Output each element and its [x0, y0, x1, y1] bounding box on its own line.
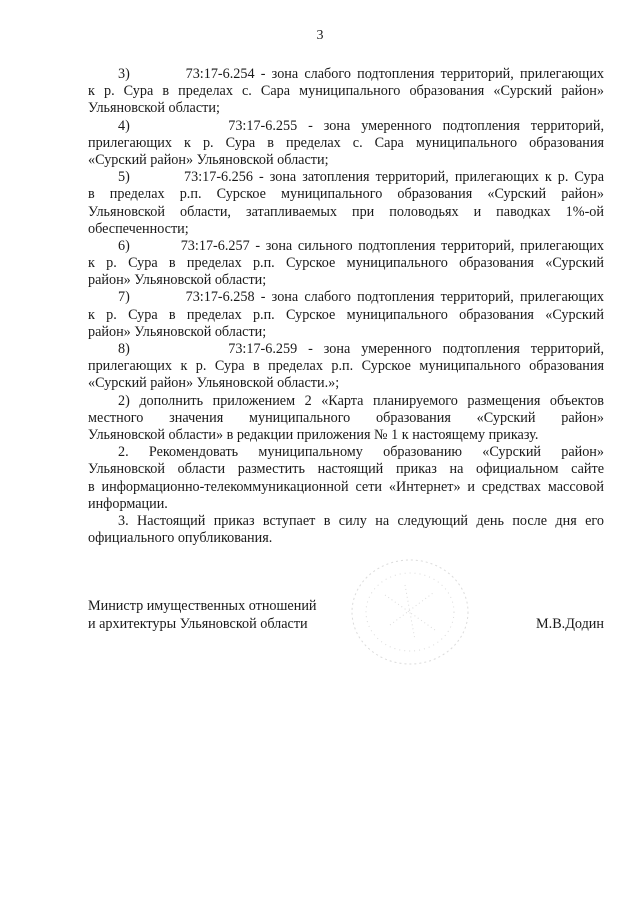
page-number: 3	[316, 28, 324, 43]
text-line: 8) 73:17-6.259 - зона умеренного подтопления территорий,	[118, 341, 604, 357]
text-line: прилегающих к р. Сура в пределах с. Сара муниципального образования	[88, 134, 604, 151]
text-line: прилегающих к р. Сура в пределах р.п. Сурское муниципального образования	[88, 358, 604, 375]
text-line: 2) дополнить приложением 2 «Карта планируемого размещения объектов	[118, 392, 604, 409]
paragraph	[88, 513, 604, 547]
text-line: район» Ульяновской области;	[88, 323, 267, 340]
text-line: в пределах р.п. Сурское муниципального образования «Сурский район»	[88, 186, 604, 203]
text-line: Ульяновской области;	[88, 100, 220, 117]
list-item	[88, 341, 604, 393]
list-item	[88, 66, 604, 118]
signature-block	[88, 597, 604, 633]
text-line: район» Ульяновской области;	[88, 272, 267, 289]
signatory-title: и архитектуры Ульяновской области	[88, 616, 308, 632]
text-line: 2. Рекомендовать муниципальному образованию «Сурский район»	[118, 444, 604, 461]
text-line: обеспеченности;	[88, 220, 189, 237]
text-line: к р. Сура в пределах р.п. Сурское муниципального образования «Сурский	[88, 306, 604, 323]
signatory-name: М.В.Додин	[536, 616, 604, 632]
text-line: Ульяновской области, затапливаемых при половодьях и паводках 1%-ой	[88, 203, 604, 220]
paragraph	[88, 393, 604, 445]
paragraph	[88, 444, 604, 513]
text-line: Ульяновской области разместить настоящий приказ на официальном сайте	[88, 461, 604, 478]
text-line: «Сурский район» Ульяновской области.»;	[88, 375, 340, 392]
list-item	[88, 289, 604, 341]
list-item	[88, 118, 604, 170]
text-line: 3. Настоящий приказ вступает в силу на следующий день после дня его	[118, 512, 604, 529]
text-line: к р. Сура в пределах с. Сара муниципального образования «Сурский район»	[88, 83, 604, 100]
text-line: Ульяновской области» в редакции приложения № 1 к настоящему приказу.	[88, 426, 539, 443]
list-item	[88, 238, 604, 290]
list-item	[88, 169, 604, 238]
text-line: 5) 73:17-6.256 - зона затопления территорий, прилегающих к р. Сура	[118, 169, 604, 186]
text-line: информации.	[88, 495, 168, 512]
text-line: «Сурский район» Ульяновской области;	[88, 151, 329, 168]
text-line: 6) 73:17-6.257 - зона сильного подтопления территорий, прилегающих	[118, 237, 604, 254]
text-line: местного значения муниципального образования «Сурский район»	[88, 409, 604, 426]
document-body	[88, 66, 604, 547]
text-line: в информационно-телекоммуникационной сети «Интернет» и средствах массовой	[88, 478, 604, 495]
text-line: 4) 73:17-6.255 - зона умеренного подтопления территорий,	[118, 117, 604, 134]
signatory-title: Министр имущественных отношений	[88, 598, 317, 614]
text-line: 3) 73:17-6.254 - зона слабого подтопления территорий, прилегающих	[118, 66, 604, 82]
text-line: к р. Сура в пределах р.п. Сурское муниципального образования «Сурский	[88, 255, 604, 272]
text-line: официального опубликования.	[88, 530, 273, 547]
text-line: 7) 73:17-6.258 - зона слабого подтопления территорий, прилегающих	[118, 289, 604, 306]
